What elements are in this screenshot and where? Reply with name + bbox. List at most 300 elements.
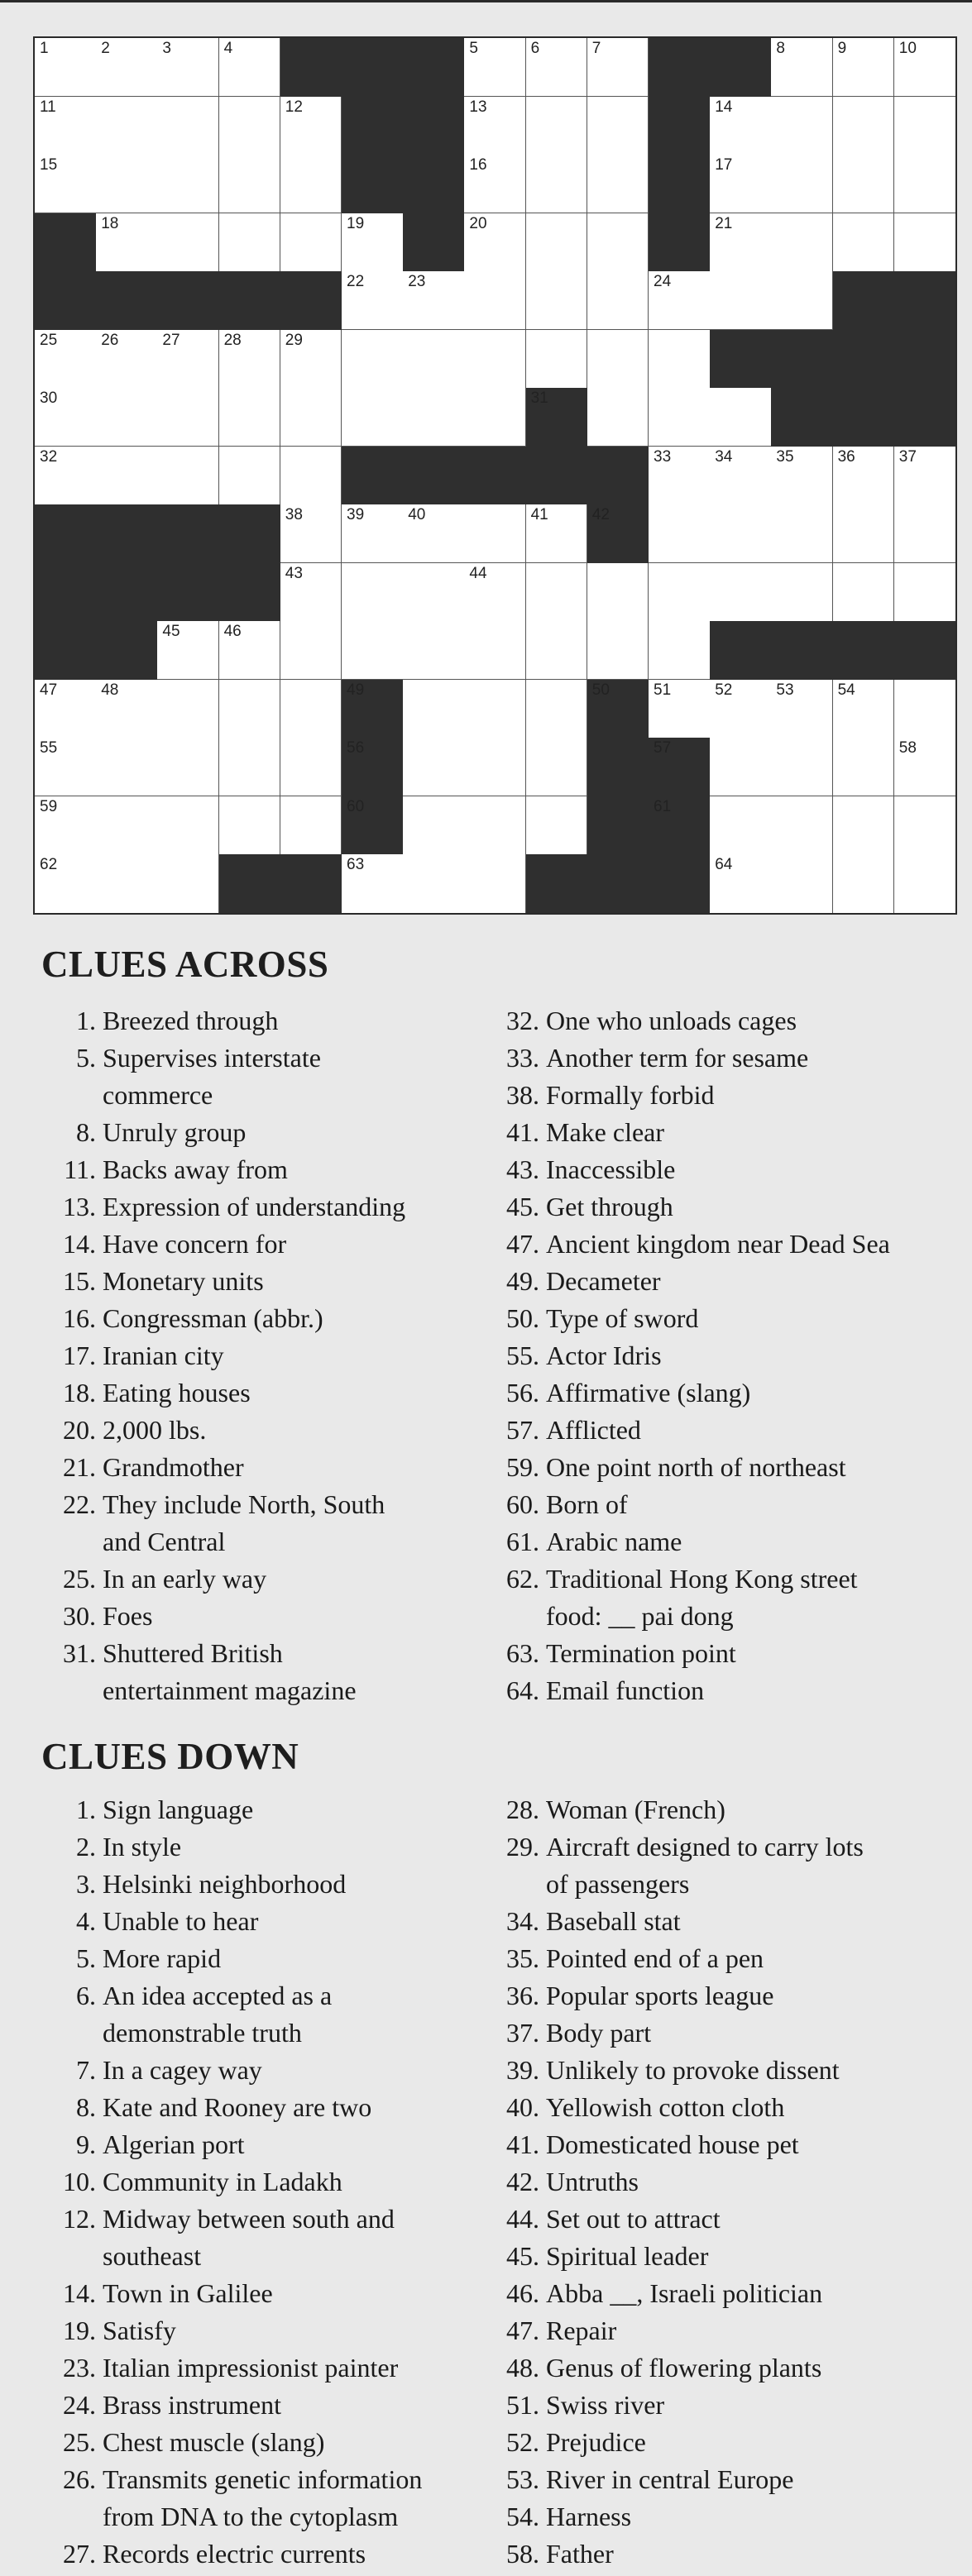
grid-cell[interactable]	[833, 854, 895, 913]
grid-block-cell	[342, 680, 404, 738]
clue-text: Yellowish cotton cloth	[546, 2092, 785, 2122]
grid-cell[interactable]	[710, 563, 772, 622]
grid-cell[interactable]	[649, 621, 711, 680]
grid-cell[interactable]	[403, 504, 465, 563]
clue-item	[60, 1560, 539, 1598]
clue-item	[503, 1672, 966, 1709]
grid-cell[interactable]	[587, 155, 649, 213]
grid-cell[interactable]	[587, 563, 649, 622]
grid-block-cell	[342, 97, 404, 155]
clue-number: 54.	[506, 2502, 539, 2531]
clue-text: Helsinki neighborhood	[103, 1869, 347, 1899]
clue-text: Untruths	[546, 2167, 639, 2196]
clue-number: 35.	[506, 1943, 539, 1973]
grid-cell[interactable]	[649, 388, 711, 447]
cell-number: 19	[347, 214, 365, 232]
clue-item	[60, 1300, 539, 1337]
grid-cell[interactable]	[157, 330, 219, 389]
clue-item	[60, 2089, 539, 2126]
grid-cell[interactable]	[219, 796, 281, 855]
grid-cell[interactable]	[894, 738, 956, 796]
grid-cell[interactable]	[403, 621, 465, 680]
grid-cell[interactable]	[771, 738, 833, 796]
clue-number: 38.	[506, 1080, 539, 1110]
grid-cell[interactable]	[587, 213, 649, 272]
cell-number: 58	[898, 739, 917, 758]
grid-cell[interactable]	[464, 796, 526, 855]
grid-cell[interactable]	[219, 621, 281, 680]
grid-cell[interactable]	[96, 330, 158, 389]
cell-number: 56	[347, 739, 365, 758]
grid-cell[interactable]	[833, 97, 895, 155]
clue-text: An idea accepted as a	[103, 1981, 333, 2010]
cell-number: 5	[469, 40, 478, 57]
grid-cell[interactable]	[342, 621, 404, 680]
grid-cell[interactable]	[403, 271, 465, 330]
grid-cell[interactable]	[157, 738, 219, 796]
clue-item	[60, 1449, 539, 1486]
grid-cell[interactable]	[894, 854, 956, 913]
clue-text: Affirmative (slang)	[546, 1378, 751, 1407]
grid-cell[interactable]	[771, 38, 833, 97]
cell-number: 22	[347, 273, 365, 291]
cell-number: 17	[715, 156, 733, 174]
grid-cell[interactable]	[587, 388, 649, 447]
clue-text: Community in Ladakh	[103, 2167, 342, 2196]
clue-text: Expression of understanding	[103, 1192, 406, 1221]
grid-cell[interactable]	[280, 97, 342, 155]
grid-cell[interactable]	[771, 680, 833, 738]
grid-cell[interactable]	[157, 796, 219, 855]
clue-text: Unable to hear	[103, 1906, 259, 1936]
clue-number: 57.	[506, 1415, 539, 1445]
grid-cell[interactable]	[710, 213, 772, 272]
grid-block-cell	[894, 388, 956, 447]
grid-cell[interactable]	[526, 738, 588, 796]
clue-number: 28.	[506, 1795, 539, 1824]
grid-cell[interactable]	[710, 854, 772, 913]
grid-cell[interactable]	[464, 155, 526, 213]
grid-cell[interactable]	[219, 447, 281, 505]
cell-number: 3	[162, 40, 171, 57]
grid-cell[interactable]	[157, 388, 219, 447]
grid-cell[interactable]	[526, 504, 588, 563]
grid-cell[interactable]	[219, 38, 281, 97]
grid-cell[interactable]	[710, 504, 772, 563]
grid-cell[interactable]	[157, 854, 219, 913]
clue-number: 49.	[506, 1266, 539, 1296]
grid-block-cell	[35, 504, 97, 563]
clues-down-right-column	[503, 1791, 966, 2573]
grid-cell[interactable]	[280, 796, 342, 855]
clue-number: 22.	[63, 1489, 96, 1519]
grid-cell[interactable]	[219, 330, 281, 389]
grid-cell[interactable]	[96, 680, 158, 738]
grid-cell[interactable]	[219, 388, 281, 447]
cell-number: 64	[715, 856, 733, 874]
grid-cell[interactable]	[464, 388, 526, 447]
grid-cell[interactable]	[894, 680, 956, 738]
grid-cell[interactable]	[833, 738, 895, 796]
grid-cell[interactable]	[526, 155, 588, 213]
cell-number: 8	[776, 40, 785, 57]
clue-text: Satisfy	[103, 2316, 176, 2345]
cell-number: 52	[715, 681, 733, 699]
grid-cell[interactable]	[771, 563, 833, 622]
clue-number: 29.	[506, 1832, 539, 1862]
clue-item	[60, 1188, 539, 1226]
grid-cell[interactable]	[710, 271, 772, 330]
cell-number: 27	[162, 331, 180, 349]
grid-cell[interactable]	[464, 213, 526, 272]
clue-number: 31.	[63, 1638, 96, 1668]
grid-cell[interactable]	[526, 680, 588, 738]
clue-number: 47.	[506, 1229, 539, 1259]
grid-block-cell	[280, 271, 342, 330]
clue-number: 58.	[506, 2539, 539, 2569]
grid-cell[interactable]	[342, 213, 404, 272]
clue-item	[503, 2461, 966, 2498]
grid-cell[interactable]	[771, 504, 833, 563]
grid-cell[interactable]	[771, 155, 833, 213]
clue-number: 7.	[76, 2055, 96, 2085]
grid-block-cell	[710, 38, 772, 97]
grid-block-cell	[96, 504, 158, 563]
clue-number: 19.	[63, 2316, 96, 2345]
grid-cell[interactable]	[587, 271, 649, 330]
clue-item	[60, 2387, 539, 2424]
clue-text: Iranian city	[103, 1341, 224, 1370]
grid-cell[interactable]	[280, 330, 342, 389]
grid-cell[interactable]	[526, 213, 588, 272]
grid-cell[interactable]	[342, 271, 404, 330]
grid-cell[interactable]	[403, 854, 465, 913]
clue-text: Ancient kingdom near Dead Sea	[546, 1229, 890, 1259]
cell-number: 4	[223, 40, 233, 57]
grid-block-cell	[96, 621, 158, 680]
grid-cell[interactable]	[464, 563, 526, 622]
clue-item	[60, 2535, 539, 2573]
grid-cell[interactable]	[342, 563, 404, 622]
clue-text-continued: southeast	[103, 2241, 202, 2271]
grid-cell[interactable]	[35, 447, 97, 505]
cell-number: 32	[40, 447, 58, 466]
grid-cell[interactable]	[96, 854, 158, 913]
grid-cell[interactable]	[157, 680, 219, 738]
cell-number: 47	[40, 681, 58, 699]
clue-item	[503, 2201, 966, 2238]
grid-cell[interactable]	[219, 738, 281, 796]
grid-cell[interactable]	[649, 504, 711, 563]
grid-block-cell	[894, 621, 956, 680]
clue-number: 4.	[76, 1906, 96, 1936]
grid-cell[interactable]	[771, 97, 833, 155]
grid-cell[interactable]	[833, 447, 895, 505]
grid-cell[interactable]	[710, 155, 772, 213]
grid-cell[interactable]	[526, 796, 588, 855]
grid-cell[interactable]	[526, 330, 588, 389]
clue-number: 5.	[76, 1043, 96, 1073]
clue-item	[503, 1977, 966, 2014]
grid-cell[interactable]	[587, 97, 649, 155]
clue-text: Grandmother	[103, 1452, 244, 1482]
clue-text: 2,000 lbs.	[103, 1415, 207, 1445]
grid-cell[interactable]	[710, 680, 772, 738]
clue-item	[503, 2498, 966, 2535]
grid-cell[interactable]	[35, 388, 97, 447]
cell-number: 42	[591, 506, 610, 524]
grid-cell[interactable]	[833, 155, 895, 213]
grid-cell[interactable]	[280, 563, 342, 622]
grid-cell[interactable]	[894, 155, 956, 213]
grid-cell[interactable]	[96, 447, 158, 505]
clue-text: Monetary units	[103, 1266, 264, 1296]
grid-cell[interactable]	[833, 504, 895, 563]
clues-across-heading: CLUES ACROSS	[41, 944, 329, 985]
grid-cell[interactable]	[894, 563, 956, 622]
grid-cell[interactable]	[96, 796, 158, 855]
clue-number: 62.	[506, 1564, 539, 1594]
clue-text: Arabic name	[546, 1527, 682, 1556]
grid-cell[interactable]	[710, 97, 772, 155]
clue-number: 59.	[506, 1452, 539, 1482]
grid-cell[interactable]	[526, 97, 588, 155]
clue-number: 60.	[506, 1489, 539, 1519]
grid-cell[interactable]	[894, 97, 956, 155]
grid-cell[interactable]	[894, 447, 956, 505]
cell-number: 2	[101, 40, 110, 57]
grid-cell[interactable]	[771, 854, 833, 913]
grid-cell[interactable]	[464, 38, 526, 97]
grid-cell[interactable]	[403, 796, 465, 855]
clue-number: 18.	[63, 1378, 96, 1407]
grid-cell[interactable]	[833, 38, 895, 97]
cell-number: 29	[285, 331, 303, 349]
grid-cell[interactable]	[464, 680, 526, 738]
clue-text: Pointed end of a pen	[546, 1943, 764, 1973]
grid-cell[interactable]	[35, 38, 97, 97]
grid-cell[interactable]	[710, 738, 772, 796]
clue-text: Italian impressionist painter	[103, 2353, 399, 2382]
grid-block-cell	[219, 563, 281, 622]
clue-number: 33.	[506, 1043, 539, 1073]
grid-cell[interactable]	[649, 563, 711, 622]
clue-number: 24.	[63, 2390, 96, 2420]
clue-item	[503, 1940, 966, 1977]
clue-item	[60, 1151, 539, 1188]
grid-cell[interactable]	[157, 621, 219, 680]
grid-cell[interactable]	[587, 38, 649, 97]
grid-cell[interactable]	[35, 854, 97, 913]
cell-number: 57	[654, 739, 672, 758]
grid-cell[interactable]	[464, 854, 526, 913]
grid-cell[interactable]	[280, 213, 342, 272]
grid-cell[interactable]	[96, 155, 158, 213]
clue-item	[60, 2163, 539, 2201]
clue-text: Inaccessible	[546, 1154, 676, 1184]
grid-cell[interactable]	[403, 330, 465, 389]
grid-cell[interactable]	[771, 447, 833, 505]
grid-cell[interactable]	[464, 271, 526, 330]
grid-block-cell	[342, 155, 404, 213]
clue-number: 47.	[506, 2316, 539, 2345]
grid-cell[interactable]	[280, 447, 342, 505]
grid-cell[interactable]	[280, 738, 342, 796]
clue-item	[60, 1598, 539, 1635]
grid-block-cell	[587, 738, 649, 796]
grid-cell[interactable]	[833, 213, 895, 272]
clue-item	[503, 2052, 966, 2089]
clue-text-continued: from DNA to the cytoplasm	[103, 2502, 399, 2531]
grid-cell[interactable]	[771, 213, 833, 272]
cell-number: 62	[40, 856, 58, 874]
grid-cell[interactable]	[649, 271, 711, 330]
grid-cell[interactable]	[464, 621, 526, 680]
grid-cell[interactable]	[280, 155, 342, 213]
cell-number: 30	[40, 390, 58, 408]
grid-cell[interactable]	[771, 796, 833, 855]
clue-number: 41.	[506, 2129, 539, 2159]
grid-cell[interactable]	[464, 97, 526, 155]
grid-cell[interactable]	[219, 155, 281, 213]
grid-cell[interactable]	[157, 38, 219, 97]
grid-cell[interactable]	[35, 330, 97, 389]
grid-cell[interactable]	[35, 680, 97, 738]
grid-cell[interactable]	[280, 388, 342, 447]
clue-number: 1.	[76, 1006, 96, 1035]
clue-text: Body part	[546, 2018, 652, 2048]
clue-number: 14.	[63, 1229, 96, 1259]
cell-number: 55	[40, 739, 58, 758]
clue-number: 21.	[63, 1452, 96, 1482]
grid-cell[interactable]	[649, 680, 711, 738]
grid-cell[interactable]	[894, 38, 956, 97]
grid-cell[interactable]	[649, 330, 711, 389]
clue-item	[503, 1523, 966, 1560]
grid-cell[interactable]	[894, 213, 956, 272]
grid-block-cell	[342, 738, 404, 796]
grid-cell[interactable]	[649, 447, 711, 505]
cell-number: 54	[837, 681, 855, 699]
grid-cell[interactable]	[464, 330, 526, 389]
grid-cell[interactable]	[894, 796, 956, 855]
grid-cell[interactable]	[280, 621, 342, 680]
grid-cell[interactable]	[35, 796, 97, 855]
cell-number: 48	[101, 681, 119, 699]
grid-cell[interactable]	[219, 680, 281, 738]
clue-text: Transmits genetic information	[103, 2464, 423, 2494]
clue-text: Popular sports league	[546, 1981, 774, 2010]
grid-cell[interactable]	[96, 38, 158, 97]
grid-cell[interactable]	[157, 447, 219, 505]
grid-cell[interactable]	[710, 388, 772, 447]
clue-number: 30.	[63, 1601, 96, 1631]
grid-block-cell	[280, 38, 342, 97]
grid-cell[interactable]	[35, 97, 97, 155]
grid-cell[interactable]	[833, 563, 895, 622]
grid-cell[interactable]	[587, 621, 649, 680]
grid-block-cell	[35, 621, 97, 680]
grid-cell[interactable]	[403, 680, 465, 738]
grid-block-cell	[833, 271, 895, 330]
grid-cell[interactable]	[833, 796, 895, 855]
grid-cell[interactable]	[35, 738, 97, 796]
cell-number: 20	[469, 214, 487, 232]
clues-down-heading: CLUES DOWN	[41, 1736, 299, 1777]
grid-cell[interactable]	[710, 447, 772, 505]
clue-text: Kate and Rooney are two	[103, 2092, 372, 2122]
clue-item	[503, 2014, 966, 2052]
grid-cell[interactable]	[157, 213, 219, 272]
grid-cell[interactable]	[157, 97, 219, 155]
clue-text: Harness	[546, 2502, 632, 2531]
clue-text-continued: commerce	[103, 1080, 213, 1110]
grid-cell[interactable]	[342, 388, 404, 447]
grid-cell[interactable]	[526, 563, 588, 622]
clue-number: 26.	[63, 2464, 96, 2494]
grid-cell[interactable]	[894, 504, 956, 563]
clue-item	[503, 2535, 966, 2573]
cell-number: 9	[837, 40, 847, 57]
clue-item	[503, 2089, 966, 2126]
grid-cell[interactable]	[710, 796, 772, 855]
grid-cell[interactable]	[587, 330, 649, 389]
clue-number: 45.	[506, 1192, 539, 1221]
clue-item	[60, 1226, 539, 1263]
grid-cell[interactable]	[219, 213, 281, 272]
clue-number: 27.	[63, 2539, 96, 2569]
clue-text: Eating houses	[103, 1378, 251, 1407]
clue-text: Records electric currents	[103, 2539, 366, 2569]
grid-cell[interactable]	[526, 621, 588, 680]
grid-cell[interactable]	[833, 680, 895, 738]
grid-cell[interactable]	[464, 738, 526, 796]
grid-cell[interactable]	[342, 854, 404, 913]
clue-item	[503, 1560, 966, 1635]
grid-cell[interactable]	[403, 738, 465, 796]
grid-block-cell	[219, 504, 281, 563]
grid-cell[interactable]	[342, 504, 404, 563]
grid-cell[interactable]	[464, 504, 526, 563]
grid-block-cell	[342, 796, 404, 855]
grid-cell[interactable]	[157, 155, 219, 213]
grid-cell[interactable]	[403, 388, 465, 447]
grid-block-cell	[403, 38, 465, 97]
grid-cell[interactable]	[219, 97, 281, 155]
grid-cell[interactable]	[96, 97, 158, 155]
clue-text: Formally forbid	[546, 1080, 715, 1110]
grid-cell[interactable]	[526, 38, 588, 97]
grid-cell[interactable]	[771, 271, 833, 330]
clue-text: Type of sword	[546, 1303, 699, 1333]
clues-across-left-column	[60, 1002, 539, 1709]
grid-cell[interactable]	[35, 155, 97, 213]
clue-item	[503, 1903, 966, 1940]
grid-block-cell	[157, 504, 219, 563]
grid-cell[interactable]	[280, 504, 342, 563]
grid-cell[interactable]	[96, 213, 158, 272]
grid-cell[interactable]	[342, 330, 404, 389]
clue-number: 13.	[63, 1192, 96, 1221]
clue-item	[503, 1337, 966, 1374]
grid-cell[interactable]	[280, 680, 342, 738]
grid-block-cell	[35, 563, 97, 622]
grid-cell[interactable]	[526, 271, 588, 330]
grid-cell[interactable]	[96, 738, 158, 796]
grid-cell[interactable]	[403, 563, 465, 622]
grid-cell[interactable]	[96, 388, 158, 447]
clue-item	[60, 2461, 539, 2535]
